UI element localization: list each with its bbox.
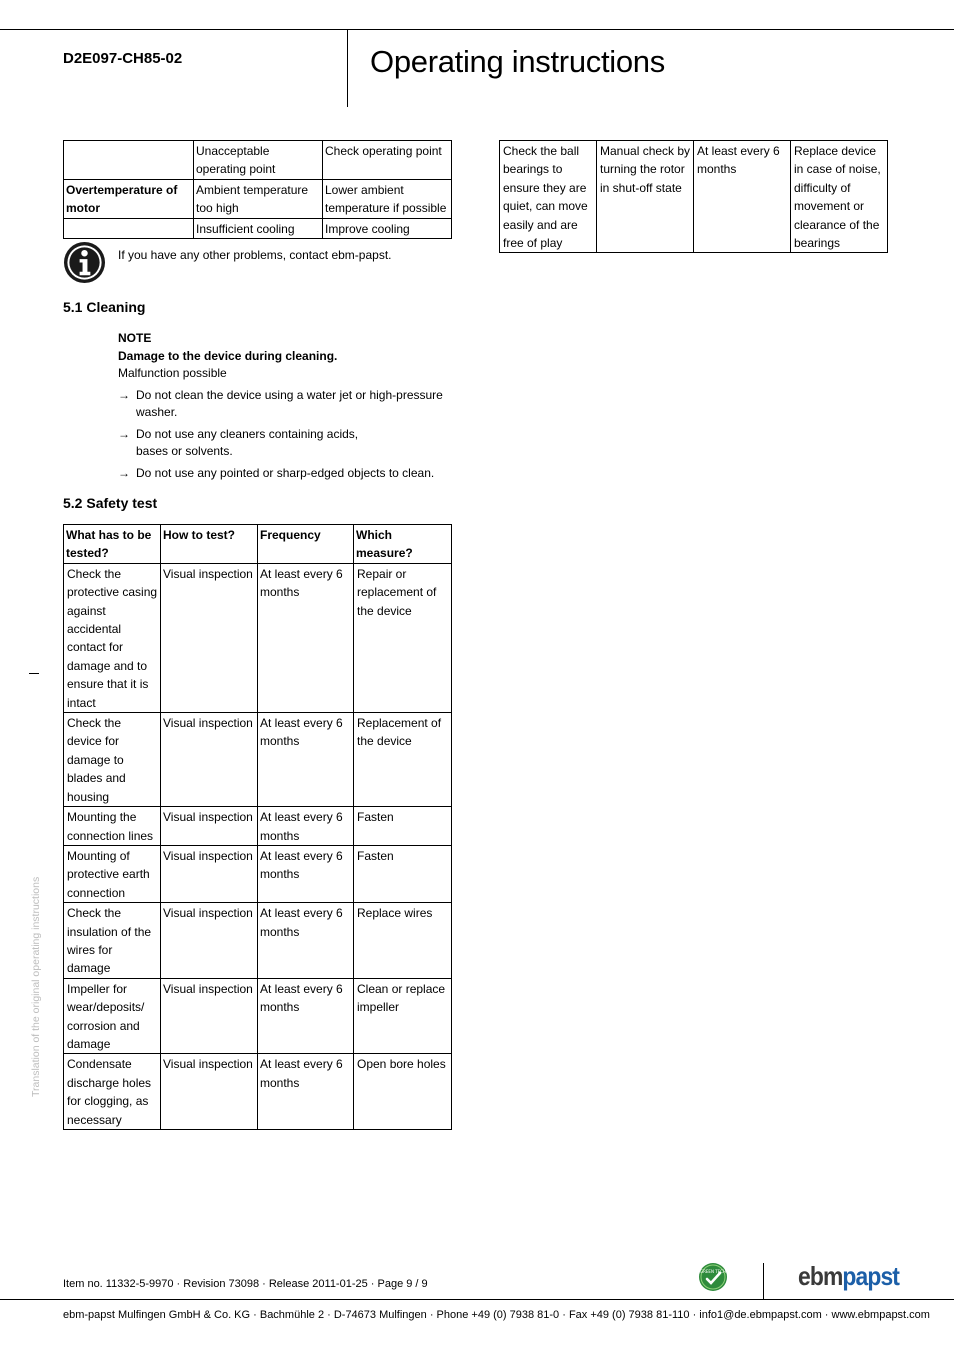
table-cell: At least every 6 months bbox=[258, 713, 354, 807]
arrow-icon: → bbox=[118, 426, 130, 441]
table-cell: Open bore holes bbox=[354, 1054, 452, 1130]
table-row bbox=[64, 713, 452, 807]
list-item-text: Do not clean the device using a water jet or high-pressure washer. bbox=[136, 387, 443, 419]
table-cell bbox=[64, 141, 194, 180]
list-item bbox=[118, 426, 368, 461]
page-title: Operating instructions bbox=[370, 44, 665, 79]
table-cell: Insufficient cooling bbox=[194, 218, 323, 238]
table-cell: Check the ball bearings to ensure they are quiet, can move easily and are free of play bbox=[500, 141, 597, 253]
table-row bbox=[64, 978, 452, 1054]
logo-papst: papst bbox=[842, 1261, 900, 1291]
header-top-rule bbox=[0, 29, 954, 30]
note-block bbox=[118, 330, 466, 482]
note-title: Damage to the device during cleaning. bbox=[118, 348, 338, 363]
column-header: How to test? bbox=[161, 525, 258, 564]
table-header-row bbox=[64, 525, 452, 564]
company-info: ebm-papst Mulfingen GmbH & Co. KG · Bachmühle 2 · D-74673 Mulfingen · Phone +49 (0) 7938 81-0 · Fax +49 (0) 7938 81-110 · info1@de.ebmpapst.com · www.ebmpapst.com bbox=[63, 1309, 930, 1321]
table-cell: Replace device in case of noise, difficulty of movement or clearance of the bearings bbox=[791, 141, 888, 253]
table-cell: Manual check by turning the rotor in shut-off state bbox=[597, 141, 694, 253]
side-text: Translation of the original operating instructions bbox=[30, 876, 42, 1097]
table-cell: At least every 6 months bbox=[258, 903, 354, 979]
list-item-text: Do not use any cleaners containing acids, bases or solvents. bbox=[136, 426, 359, 458]
footer-rule bbox=[0, 1299, 954, 1300]
ebmpapst-logo bbox=[798, 1261, 899, 1292]
table-cell: At least every 6 months bbox=[258, 1054, 354, 1130]
table-cell: Impeller for wear/deposits/ corrosion and damage bbox=[64, 978, 161, 1054]
table-cell: Ambient temperature too high bbox=[194, 179, 323, 218]
header-divider bbox=[347, 29, 348, 107]
table-cell: Visual inspection bbox=[161, 845, 258, 902]
greentech-badge-text: GREEN TECH bbox=[700, 1269, 726, 1274]
table-cell: At least every 6 months bbox=[694, 141, 791, 253]
table-cell: Check the device for damage to blades and housing bbox=[64, 713, 161, 807]
table-cell: Visual inspection bbox=[161, 807, 258, 846]
bearing-test-table bbox=[499, 140, 888, 253]
table-cell: Check the insulation of the wires for damage bbox=[64, 903, 161, 979]
logo-ebm: ebm bbox=[798, 1261, 843, 1291]
info-text: If you have any other problems, contact ebm-papst. bbox=[118, 248, 392, 262]
table-cell: Visual inspection bbox=[161, 978, 258, 1054]
table-cell: At least every 6 months bbox=[258, 845, 354, 902]
table-cell: Overtemperature of motor bbox=[64, 179, 194, 218]
table-row bbox=[64, 141, 452, 180]
list-item-text: Do not use any pointed or sharp-edged objects to clean. bbox=[136, 465, 435, 480]
table-cell: Fasten bbox=[354, 807, 452, 846]
table-row bbox=[64, 218, 452, 238]
table-cell: At least every 6 months bbox=[258, 807, 354, 846]
list-item bbox=[118, 387, 446, 422]
table-cell: Check the protective casing against accidental contact for damage and to ensure that it is intact bbox=[64, 563, 161, 712]
table-cell: Unacceptable operating point bbox=[194, 141, 323, 180]
table-cell: At least every 6 months bbox=[258, 563, 354, 712]
table-row bbox=[64, 807, 452, 846]
section-heading-cleaning: 5.1 Cleaning bbox=[63, 299, 146, 315]
note-label: NOTE bbox=[118, 331, 152, 345]
safety-test-table bbox=[63, 524, 452, 1130]
arrow-icon: → bbox=[118, 465, 130, 480]
table-cell: Replacement of the device bbox=[354, 713, 452, 807]
column-header: Which measure? bbox=[354, 525, 452, 564]
table-row bbox=[500, 141, 888, 253]
table-cell: Visual inspection bbox=[161, 903, 258, 979]
note-subtitle: Malfunction possible bbox=[118, 366, 227, 380]
table-cell: Condensate discharge holes for clogging, as necessary bbox=[64, 1054, 161, 1130]
column-header: Frequency bbox=[258, 525, 354, 564]
table-cell: Check operating point bbox=[323, 141, 452, 180]
table-row bbox=[64, 179, 452, 218]
table-cell: Mounting of protective earth connection bbox=[64, 845, 161, 902]
list-item bbox=[118, 465, 466, 483]
info-icon bbox=[63, 241, 106, 284]
table-row bbox=[64, 845, 452, 902]
arrow-icon: → bbox=[118, 387, 130, 402]
fold-mark bbox=[29, 673, 39, 674]
table-row bbox=[64, 1054, 452, 1130]
table-cell: Repair or replacement of the device bbox=[354, 563, 452, 712]
table-row bbox=[64, 563, 452, 712]
logo-divider bbox=[763, 1263, 764, 1299]
item-info: Item no. 11332-5-9970 · Revision 73098 · Release 2011-01-25 · Page 9 / 9 bbox=[63, 1278, 428, 1290]
table-cell: Visual inspection bbox=[161, 563, 258, 712]
table-cell bbox=[64, 218, 194, 238]
fault-table bbox=[63, 140, 452, 239]
table-cell: Improve cooling bbox=[323, 218, 452, 238]
table-cell: Clean or replace impeller bbox=[354, 978, 452, 1054]
table-cell: Replace wires bbox=[354, 903, 452, 979]
table-cell: Mounting the connection lines bbox=[64, 807, 161, 846]
table-row bbox=[64, 903, 452, 979]
table-cell: At least every 6 months bbox=[258, 978, 354, 1054]
column-header: What has to be tested? bbox=[64, 525, 161, 564]
table-cell: Visual inspection bbox=[161, 1054, 258, 1130]
section-heading-safety: 5.2 Safety test bbox=[63, 495, 158, 511]
table-cell: Visual inspection bbox=[161, 713, 258, 807]
table-cell: Lower ambient temperature if possible bbox=[323, 179, 452, 218]
greentech-badge-icon bbox=[698, 1262, 728, 1292]
model-number: D2E097-CH85-02 bbox=[63, 50, 183, 67]
table-cell: Fasten bbox=[354, 845, 452, 902]
